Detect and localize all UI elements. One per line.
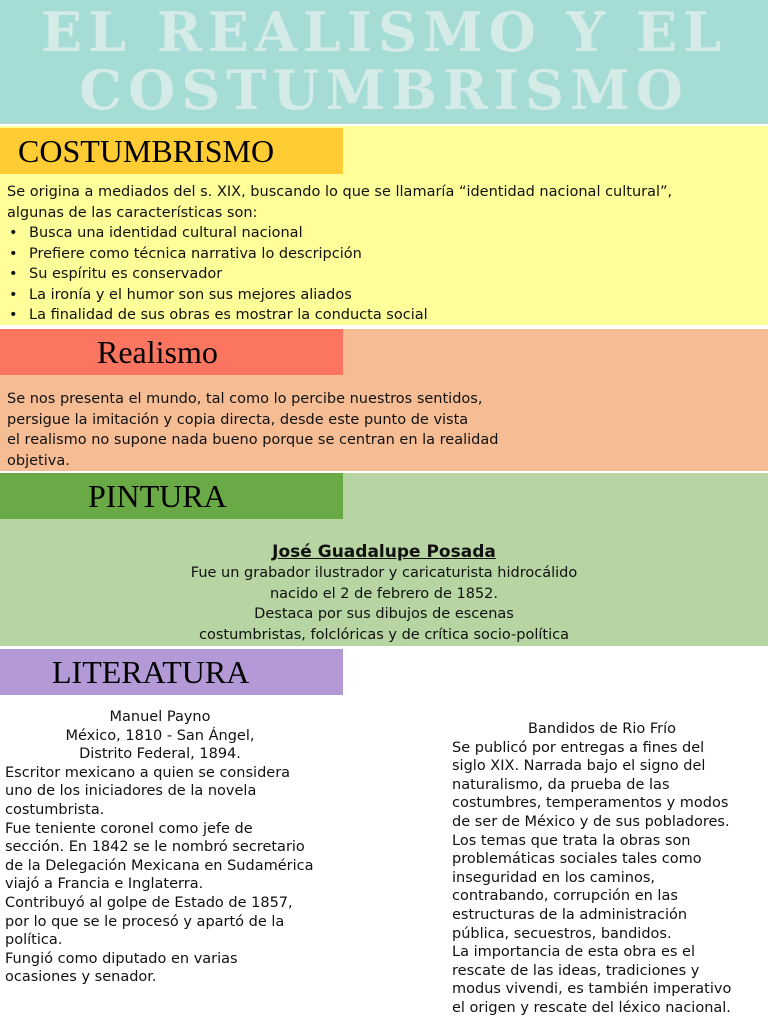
- novel-text-line: Se publicó por entregas a fines del: [452, 739, 705, 756]
- list-item-text: Busca una identidad cultural nacional: [29, 225, 303, 241]
- author-death: Distrito Federal, 1894.: [79, 746, 241, 763]
- costumbrismo-heading: COSTUMBRISMO: [0, 128, 343, 174]
- author-bio-line: política.: [5, 932, 63, 949]
- list-item-text: Su espíritu es conservador: [29, 266, 223, 282]
- author-name: Manuel Payno: [109, 709, 211, 725]
- realismo-line: Se nos presenta el mundo, tal como lo percibe nuestros sentidos,: [7, 391, 483, 407]
- novel-text-line: rescate de las ideas, tradiciones y: [452, 962, 700, 979]
- bullet-icon: •: [9, 245, 18, 262]
- author-bio-line: Contribuyó al golpe de Estado de 1857,: [5, 894, 293, 911]
- novel-text-line: costumbres, temperamentos y modos: [452, 795, 729, 812]
- pintura-text: [0, 541, 768, 645]
- author-bio-line: Fue teniente coronel como jefe de: [5, 820, 253, 837]
- realismo-line: el realismo no supone nada bueno porque se centran en la realidad: [7, 432, 499, 448]
- costumbrismo-intro-line-2: algunas de las características son:: [7, 204, 258, 221]
- bandidos-de-rio-frio-column: [452, 720, 752, 1018]
- pintura-heading: PINTURA: [0, 473, 343, 519]
- list-item-text: La ironía y el humor son sus mejores aliados: [29, 286, 352, 303]
- novel-text-line: siglo XIX. Narrada bajo el signo del: [452, 758, 706, 775]
- bullet-icon: •: [9, 225, 18, 241]
- author-bio-line: por lo que se le procesó y apartó de la: [5, 913, 285, 930]
- list-item: [7, 223, 752, 244]
- bullet-icon: •: [9, 266, 18, 282]
- list-item: [7, 264, 752, 285]
- pintura-section: [0, 473, 768, 646]
- novel-text-line: problemáticas sociales tales como: [452, 851, 702, 868]
- artist-name: José Guadalupe Posada: [272, 542, 496, 562]
- author-birth: México, 1810 - San Ángel,: [65, 727, 255, 744]
- list-item: [7, 244, 752, 265]
- novel-text-line: el origen y rescate del léxico nacional.: [452, 999, 731, 1016]
- pintura-line: costumbristas, folclóricas y de crítica socio-política: [199, 626, 569, 643]
- author-bio-line: Fungió como diputado en varias: [5, 950, 238, 967]
- page-title-line-2: COSTUMBRISMO: [79, 58, 689, 122]
- novel-text-line: de ser de México y de sus pobladores.: [452, 813, 730, 830]
- novel-text-line: estructuras de la administración: [452, 906, 688, 923]
- pintura-line: Fue un grabador ilustrador y caricaturista hidrocálido: [190, 565, 578, 581]
- pintura-line: nacido el 2 de febrero de 1852.: [269, 585, 499, 602]
- list-item: [7, 305, 752, 326]
- author-bio-line: ocasiones y senador.: [5, 969, 157, 986]
- novel-text-line: Los temas que trata la obras son: [452, 832, 691, 849]
- manuel-payno-column: [5, 708, 315, 987]
- page-title-line-1: EL REALISMO Y EL: [40, 0, 728, 64]
- author-bio-line: viajó a Francia e Inglaterra.: [5, 876, 204, 893]
- author-bio-line: Escritor mexicano a quien se considera: [5, 764, 291, 781]
- author-bio-line: uno de los iniciadores de la novela: [5, 783, 257, 800]
- realismo-line: persigue la imitación y copia directa, desde este punto de vista: [7, 411, 469, 428]
- realismo-section: [0, 329, 768, 471]
- list-item: [7, 285, 752, 306]
- literatura-heading: LITERATURA: [0, 649, 343, 695]
- realismo-text: [7, 389, 607, 471]
- novel-text-line: modus vivendi, es también imperativo: [452, 981, 732, 998]
- title-banner: [0, 0, 768, 124]
- novel-title: Bandidos de Rio Frío: [528, 721, 676, 737]
- costumbrismo-characteristics-list: [7, 223, 752, 326]
- realismo-line: objetiva.: [7, 452, 70, 469]
- costumbrismo-intro-line-1: Se origina a mediados del s. XIX, buscando lo que se llamaría “identidad nacional cultural”,: [7, 184, 673, 200]
- novel-text-line: naturalismo, da prueba de las: [452, 776, 670, 793]
- costumbrismo-text: [7, 182, 752, 326]
- novel-text-line: La importancia de esta obra es el: [452, 944, 695, 961]
- realismo-heading: Realismo: [0, 329, 343, 375]
- list-item-text: Prefiere como técnica narrativa lo descripción: [29, 245, 362, 262]
- pintura-line: Destaca por sus dibujos de escenas: [254, 606, 514, 622]
- bullet-icon: •: [9, 307, 18, 323]
- novel-text-line: contrabando, corrupción en las: [452, 888, 678, 905]
- author-bio-line: sección. En 1842 se le nombró secretario: [5, 839, 305, 856]
- list-item-text: La finalidad de sus obras es mostrar la conducta social: [29, 307, 428, 323]
- novel-text-line: inseguridad en los caminos,: [452, 869, 655, 886]
- bullet-icon: •: [9, 286, 18, 303]
- author-bio-line: costumbrista.: [5, 801, 105, 818]
- author-bio-line: de la Delegación Mexicana en Sudamérica: [5, 857, 314, 874]
- costumbrismo-section: [0, 126, 768, 325]
- novel-text-line: pública, secuestros, bandidos.: [452, 925, 672, 942]
